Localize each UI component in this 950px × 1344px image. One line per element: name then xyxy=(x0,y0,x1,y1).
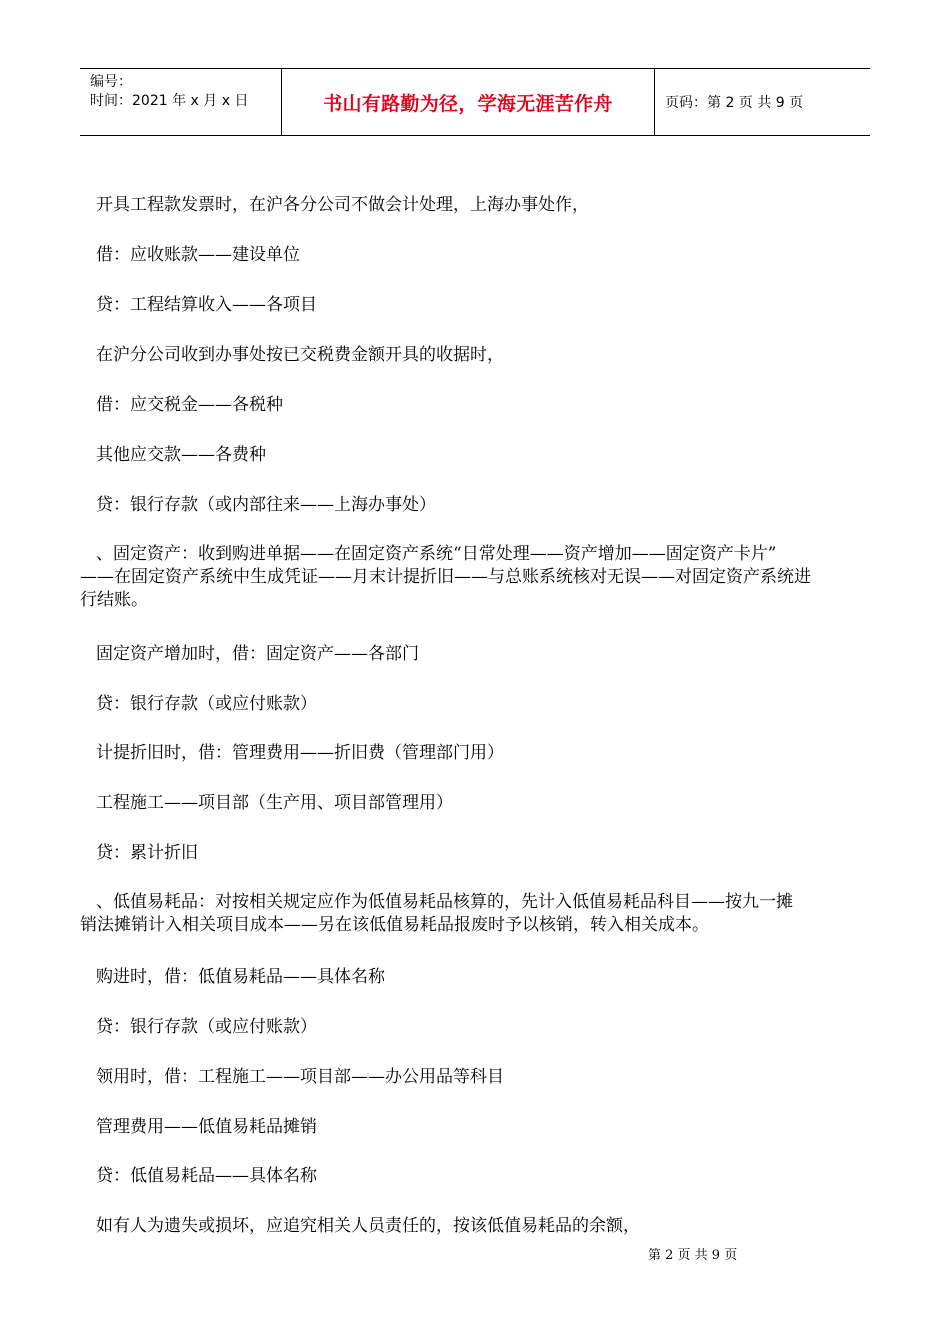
paragraph-line: 销法摊销计入相关项目成本——另在该低值易耗品报废时予以核销，转入相关成本。 xyxy=(80,915,709,935)
paragraph: 贷：银行存款（或内部往来——上海办事处） xyxy=(96,495,436,515)
paragraph: 管理费用——低值易耗品摊销 xyxy=(96,1117,317,1137)
document-date-label: 时间：2021 年 x 月 x 日 xyxy=(90,93,249,109)
document-number-label: 编号： xyxy=(90,74,132,90)
paragraph: 贷：银行存款（或应付账款） xyxy=(96,694,317,714)
paragraph: 计提折旧时，借：管理费用——折旧费（管理部门用） xyxy=(96,743,504,763)
paragraph: 贷：银行存款（或应付账款） xyxy=(96,1017,317,1037)
paragraph: 购进时，借：低值易耗品——具体名称 xyxy=(96,967,385,987)
paragraph: 固定资产增加时，借：固定资产——各部门 xyxy=(96,644,419,664)
paragraph: 领用时，借：工程施工——项目部——办公用品等科目 xyxy=(96,1067,504,1087)
header-page-info: 页码：第 2 页 共 9 页 xyxy=(665,95,804,111)
paragraph: 借：应收账款——建设单位 xyxy=(96,245,300,265)
paragraph: 借：应交税金——各税种 xyxy=(96,395,283,415)
paragraph: 工程施工——项目部（生产用、项目部管理用） xyxy=(96,793,453,813)
paragraph: 开具工程款发票时，在沪各分公司不做会计处理，上海办事处作， xyxy=(96,195,589,215)
paragraph: 贷：工程结算收入——各项目 xyxy=(96,295,317,315)
fixed-assets-paragraph xyxy=(80,543,886,612)
paragraph-line: 、固定资产：收到购进单据——在固定资产系统“日常处理——资产增加——固定资产卡片” xyxy=(96,544,777,564)
paragraph: 贷：累计折旧 xyxy=(96,843,198,863)
paragraph: 如有人为遗失或损坏，应追究相关人员责任的，按该低值易耗品的余额， xyxy=(96,1216,640,1236)
page-header xyxy=(80,68,870,136)
low-value-items-paragraph xyxy=(80,891,886,937)
paragraph-line: ——在固定资产系统中生成凭证——月末计提折旧——与总账系统核对无误——对固定资产系统进 xyxy=(80,567,811,587)
paragraph: 贷：低值易耗品——具体名称 xyxy=(96,1166,317,1186)
paragraph: 在沪分公司收到办事处按已交税费金额开具的收据时， xyxy=(96,345,504,365)
paragraph-line: 、低值易耗品：对按相关规定应作为低值易耗品核算的，先计入低值易耗品科目——按九一摊 xyxy=(96,892,793,912)
header-motto: 书山有路勤为径，学海无涯苦作舟 xyxy=(282,69,655,135)
page-footer: 第 2 页 共 9 页 xyxy=(648,1248,738,1263)
paragraph: 其他应交款——各费种 xyxy=(96,445,266,465)
header-meta xyxy=(80,69,282,135)
paragraph-line: 行结账。 xyxy=(80,590,148,610)
